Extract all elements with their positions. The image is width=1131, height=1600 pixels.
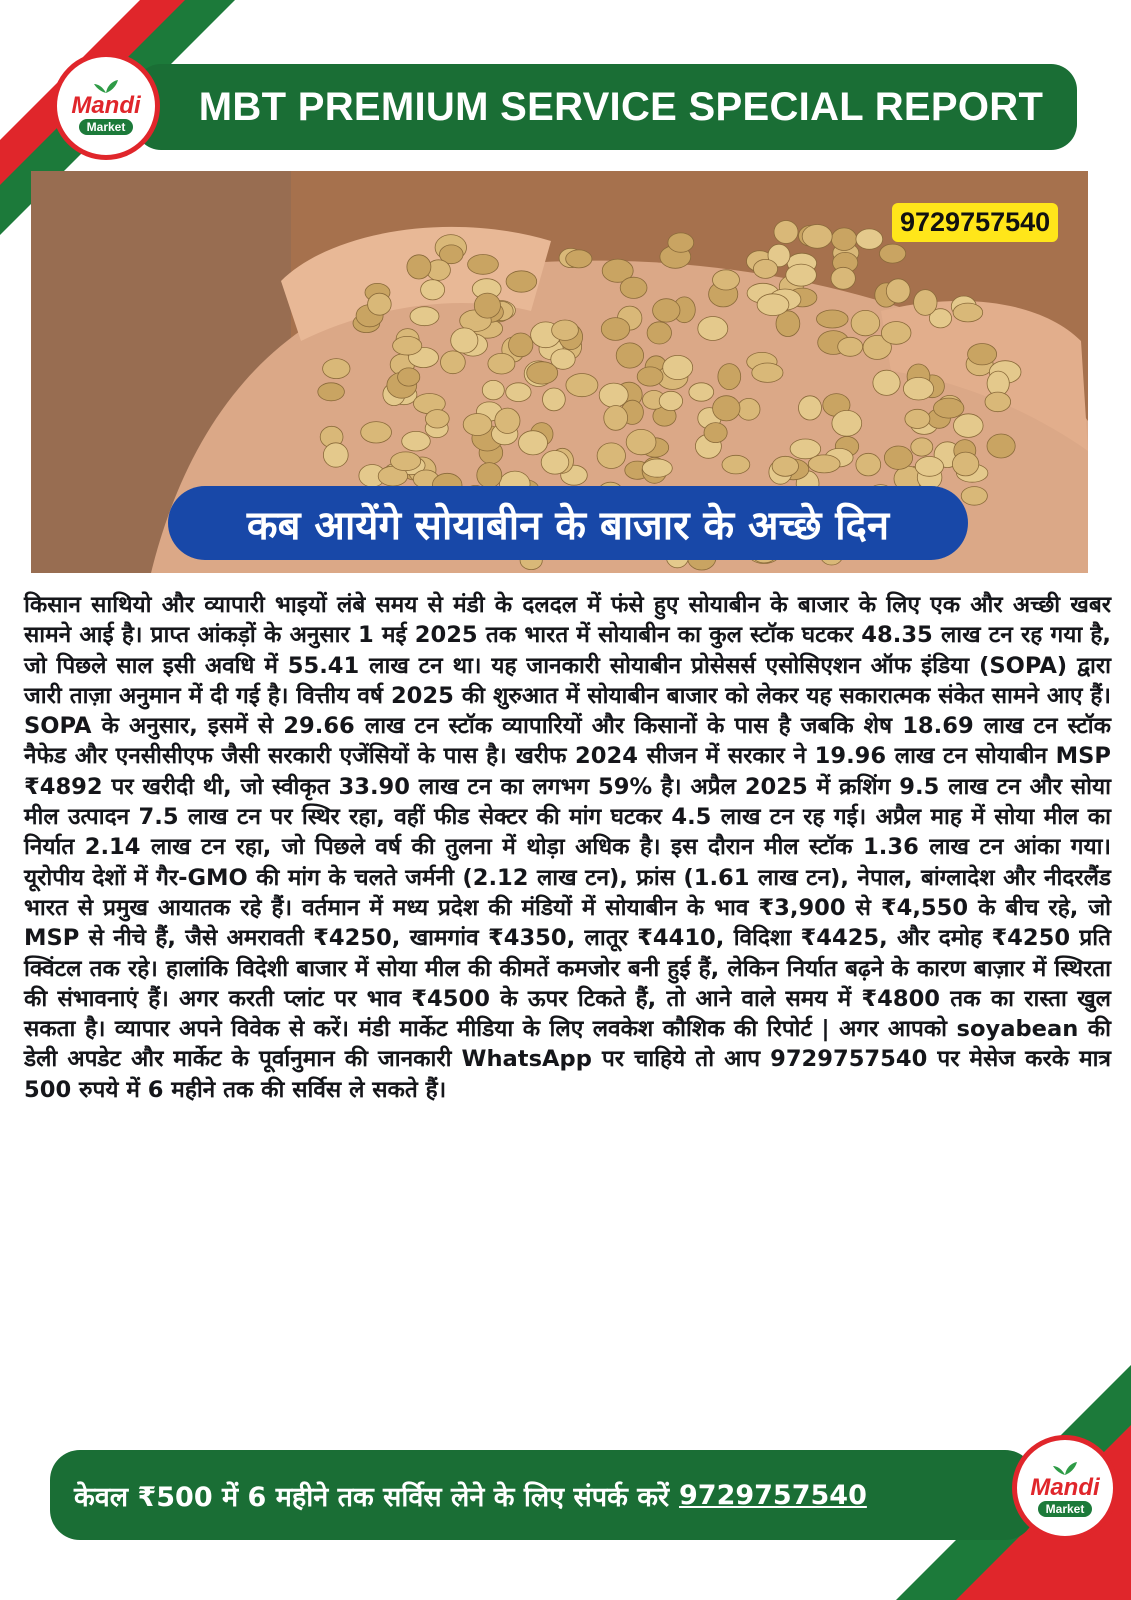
soybean xyxy=(506,383,531,402)
soybean xyxy=(527,362,558,384)
brand-logo-bottom xyxy=(1012,1435,1118,1541)
soybean xyxy=(934,398,964,418)
soybean xyxy=(953,303,983,322)
soybean xyxy=(851,310,880,335)
soybean xyxy=(468,255,499,275)
soybean xyxy=(620,277,647,298)
soybean xyxy=(698,317,728,341)
soybean xyxy=(774,221,798,244)
soybean xyxy=(856,229,883,249)
logo-text-market: Market xyxy=(79,119,134,135)
soybean xyxy=(601,318,629,341)
soybean xyxy=(626,429,656,454)
logo-text-mandi: Mandi xyxy=(1030,1473,1100,1501)
soybean xyxy=(488,353,515,374)
soybean xyxy=(881,322,911,345)
soybean xyxy=(961,487,987,506)
soybean xyxy=(831,228,856,251)
soybean xyxy=(425,410,449,428)
soybean xyxy=(398,368,420,386)
soybean xyxy=(599,383,628,407)
soybean xyxy=(886,279,910,303)
soybean xyxy=(552,320,579,340)
soybean xyxy=(952,452,978,476)
soybean xyxy=(495,408,520,433)
soybean xyxy=(713,270,740,290)
soybean xyxy=(604,406,628,431)
soybean xyxy=(802,225,832,249)
footer-text: केवल ₹500 में 6 महीने तक सर्विस लेने के लिए संपर्क करें xyxy=(74,1481,669,1513)
soybean xyxy=(914,290,937,316)
soybean xyxy=(509,333,533,357)
soybean xyxy=(402,431,431,451)
logo-text-market: Market xyxy=(1038,1501,1093,1517)
soybean xyxy=(985,392,1011,412)
soybean xyxy=(737,398,760,420)
soybean xyxy=(318,383,345,401)
soybean xyxy=(799,396,822,420)
phone-badge: 9729757540 xyxy=(892,203,1058,242)
soybean xyxy=(566,250,592,268)
soybean xyxy=(519,431,548,455)
soybean xyxy=(911,438,933,456)
soybean xyxy=(713,396,740,421)
article-body: किसान साथियो और व्यापारी भाइयों लंबे समय से मंडी के दलदल में फंसे हुए सोयाबीन के बाजार के लिए एक और अच्छी खबर सामने आई है। प्राप्त आंकड़ों के अनुसार 1 मई 2025 तक भारत में सोयाबीन का कुल स्टॉक घटकर 48.35 लाख टन रह गया है, जो पिछले साल इसी अवधि में 55.41 लाख टन था। यह जानकारी सोयाबीन प्रोसेसर्स एसोसिएशन ऑफ इंडिया (SOPA) द्वारा जारी ताज़ा अनुमान में दी गई है। वित्तीय वर्ष 2025 की शुरुआत में सोयाबीन बाजार को लेकर यह सकारात्मक संकेत सामने आए हैं। SOPA के अनुसार, इसमें से 29.66 लाख टन स्टॉक व्यापारियों और किसानों के पास है जबकि शेष 18.69 लाख टन स्टॉक नैफेड और एनसीसीएफ जैसी सरकारी एजेंसियों के पास है। खरीफ 2024 सीजन में सरकार ने 19.96 लाख टन सोयाबीन MSP ₹4892 पर खरीदी थी, जो स्वीकृत 33.90 लाख टन का लगभग 59% है। अप्रैल 2025 में क्रशिंग 9.5 लाख टन और सोया मील उत्पादन 7.5 लाख टन पर स्थिर रहा, वहीं फीड सेक्टर की मांग घटकर 4.5 लाख टन रह गई। अप्रैल माह में सोया मील का निर्यात 2.14 लाख टन रहा, जो पिछले वर्ष की तुलना में थोड़ा अधिक है। इस दौरान मील स्टॉक 1.36 लाख टन आंका गया। यूरोपीय देशों में गैर-GMO की मांग के चलते जर्मनी (2.12 लाख टन), फ्रांस (1.61 लाख टन), नेपाल, बांग्लादेश और नीदरलैंड भारत से प्रमुख आयातक रहे हैं। वर्तमान में मध्य प्रदेश की मंडियों में सोयाबीन के भाव ₹3,900 से ₹4,550 के बीच रहे, जो MSP से नीचे हैं, जैसे अमरावती ₹4250, खामगांव ₹4350, लातूर ₹4410, विदिशा ₹4425, और दमोह ₹4250 प्रति क्विंटल तक रहे। हालांकि विदेशी बाजार में सोया मील की कीमतें कमजोर बनी हुई हैं, लेकिन निर्यात बढ़ने के कारण बाज़ार में स्थिरता की संभावनाएं हैं। अगर करती प्लांट पर भाव ₹4500 के ऊपर टिकते हैं, तो आने वाले समय में ₹4800 तक का रास्ता खुल सकता है। व्यापार अपने विवेक से करें। मंडी मार्केट मीडिया के लिए लवकेश कौशिक की रिपोर्ट | अगर आपको soyabean की डेली अपडेट और मार्केट के पूर्वानुमान की जानकारी WhatsApp पर चाहिये तो आप 9729757540 पर मेसेज करके मात्र 500 रुपये में 6 महीने तक की सर्विस ले सकते हैं। xyxy=(24,592,1111,1103)
page-title: MBT PREMIUM SERVICE SPECIAL REPORT xyxy=(198,84,1044,129)
logo-text-mandi: Mandi xyxy=(71,91,141,119)
soybean xyxy=(817,310,849,328)
soybean xyxy=(786,264,817,286)
soybean xyxy=(506,271,537,292)
soybean xyxy=(689,383,714,401)
soybean xyxy=(663,355,693,379)
soybean xyxy=(659,391,682,410)
soybean xyxy=(903,377,933,400)
soybean xyxy=(722,455,750,474)
soybean xyxy=(968,344,997,365)
soybean xyxy=(543,388,566,411)
soybean xyxy=(905,409,930,428)
soybean xyxy=(566,374,598,397)
soybean xyxy=(323,443,348,467)
soybean xyxy=(368,293,392,315)
soybean xyxy=(441,351,466,374)
soybean xyxy=(323,359,350,379)
headline-banner xyxy=(168,486,968,560)
soybean xyxy=(597,443,625,469)
soybean xyxy=(832,410,862,436)
soybean xyxy=(474,293,500,318)
soybean xyxy=(393,336,422,355)
soybean xyxy=(407,255,431,279)
soybean xyxy=(642,459,672,477)
soybean xyxy=(410,307,439,326)
soybean xyxy=(391,452,421,471)
soybean xyxy=(647,322,671,344)
title-banner xyxy=(135,64,1077,150)
soybean xyxy=(753,259,777,278)
soybean xyxy=(361,422,392,443)
soybean xyxy=(541,451,569,475)
soybean xyxy=(477,463,502,488)
footer-phone-link[interactable]: 9729757540 xyxy=(679,1479,867,1511)
brand-logo xyxy=(52,52,160,160)
soybean xyxy=(704,423,727,443)
soybean xyxy=(884,446,912,469)
soybean xyxy=(463,414,492,436)
headline-text: कब आयेंगे सोयाबीन के बाजार के अच्छे दिन xyxy=(246,502,890,549)
soybean xyxy=(668,233,694,252)
soybean xyxy=(718,364,741,390)
soybean xyxy=(856,453,881,476)
soybean xyxy=(616,343,643,368)
soybean xyxy=(831,267,855,289)
soybean xyxy=(757,294,789,316)
footer-banner xyxy=(50,1450,1035,1540)
soybean xyxy=(752,363,783,382)
soybean xyxy=(421,280,445,300)
soybean xyxy=(987,434,1015,458)
soybean xyxy=(482,380,504,399)
soybean xyxy=(954,414,984,438)
soybean xyxy=(880,244,906,263)
soybean xyxy=(808,455,840,473)
soybean xyxy=(637,367,663,386)
soybean xyxy=(915,457,943,477)
soybean xyxy=(873,370,900,395)
soybean xyxy=(838,337,863,356)
soybean xyxy=(772,456,798,476)
soybean xyxy=(653,299,680,322)
soybean xyxy=(451,328,478,353)
